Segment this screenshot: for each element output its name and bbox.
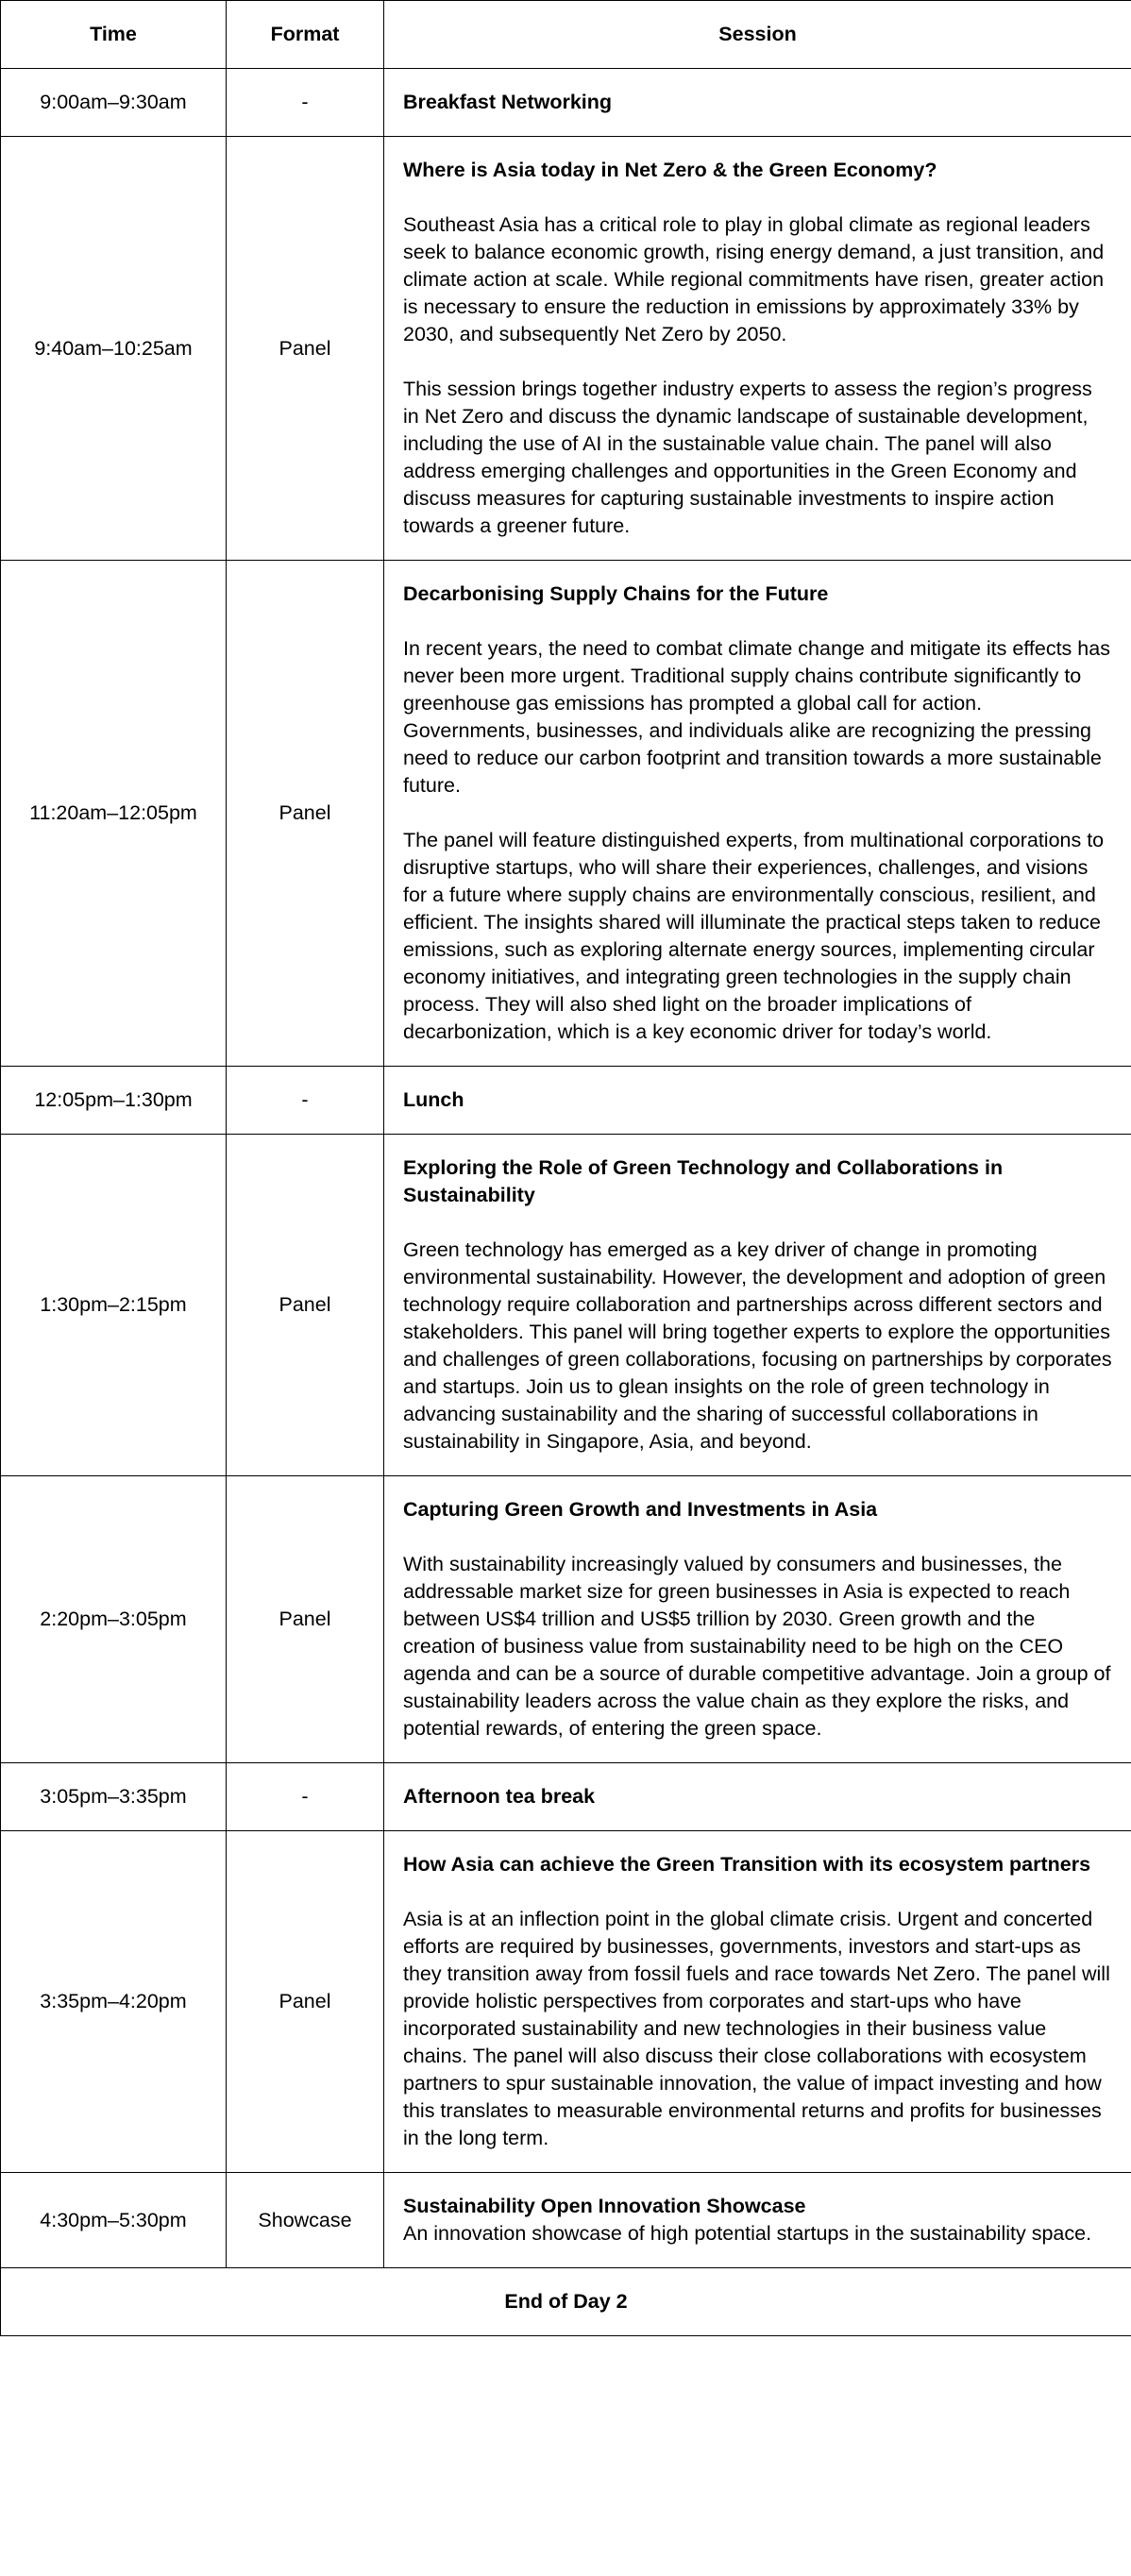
session-description: This session brings together industry experts to assess the region’s progress in Net Zero and discuss the dynamic landscape of sustainable development, including the use of AI in the sustainable value chain. The panel will also address emerging challenges and opportunities in the Green Economy and discuss measures for capturing sustainable investments to inspire action towards a greener future. xyxy=(403,378,1092,537)
session-time: 3:05pm–3:35pm xyxy=(1,1763,227,1831)
agenda-row xyxy=(1,137,1131,561)
agenda-body xyxy=(1,69,1131,2268)
session-description: In recent years, the need to combat climate change and mitigate its effects has never been more urgent. Traditional supply chains contribute significantly to greenhouse gas emissions has prompted a global call for action. Governments, businesses, and individuals alike are recognizing the pressing need to reduce our carbon footprint and transition towards a more sustainable future. xyxy=(403,637,1110,797)
session-description: Green technology has emerged as a key driver of change in promoting environmental sustainability. However, the development and adoption of green technology require collaboration and partnerships across different sectors and stakeholders. This panel will bring together experts to explore the opportunities and challenges of green collaborations, focusing on partnerships by corporates and startups. Join us to glean insights on the role of green technology in advancing sustainability and the sharing of successful collaborations in sustainability in Singapore, Asia, and beyond. xyxy=(403,1238,1112,1453)
session-title: Sustainability Open Innovation Showcase xyxy=(403,2195,806,2217)
session-details xyxy=(384,1831,1131,2173)
session-format: - xyxy=(227,69,384,137)
end-of-day-label: End of Day 2 xyxy=(1,2268,1131,2336)
session-details xyxy=(384,2173,1131,2268)
header-row xyxy=(1,1,1131,69)
session-title: Exploring the Role of Green Technology and Collaborations in Sustainability xyxy=(403,1156,1004,1206)
session-format: Panel xyxy=(227,137,384,561)
footer-row xyxy=(1,2268,1131,2336)
session-time: 11:20am–12:05pm xyxy=(1,561,227,1067)
session-title: Afternoon tea break xyxy=(403,1785,596,1808)
session-title: Lunch xyxy=(403,1088,464,1111)
header-time: Time xyxy=(1,1,227,69)
session-format: Panel xyxy=(227,1476,384,1763)
session-details xyxy=(384,1476,1131,1763)
session-time: 3:35pm–4:20pm xyxy=(1,1831,227,2173)
agenda-row xyxy=(1,1763,1131,1831)
session-details xyxy=(384,1067,1131,1135)
session-title: Decarbonising Supply Chains for the Future xyxy=(403,582,829,605)
header-session: Session xyxy=(384,1,1131,69)
session-format: Panel xyxy=(227,561,384,1067)
header-format: Format xyxy=(227,1,384,69)
session-details xyxy=(384,137,1131,561)
session-format: - xyxy=(227,1067,384,1135)
session-description: With sustainability increasingly valued by consumers and businesses, the addressable market size for green businesses in Asia is expected to reach between US$4 trillion and US$5 trillion by 2030. Green growth and the creation of business value from sustainability need to be high on the CEO agenda and can be a source of durable competitive advantage. Join a group of sustainability leaders across the value chain as they explore the risks, and potential rewards, of entering the green space. xyxy=(403,1553,1111,1740)
agenda-row xyxy=(1,1476,1131,1763)
agenda-row xyxy=(1,1831,1131,2173)
session-details xyxy=(384,69,1131,137)
session-title: Breakfast Networking xyxy=(403,91,613,113)
agenda-row xyxy=(1,69,1131,137)
session-time: 9:40am–10:25am xyxy=(1,137,227,561)
session-details xyxy=(384,1763,1131,1831)
session-format: Panel xyxy=(227,1831,384,2173)
session-details xyxy=(384,561,1131,1067)
session-title: Where is Asia today in Net Zero & the Green Economy? xyxy=(403,159,937,181)
session-time: 9:00am–9:30am xyxy=(1,69,227,137)
session-time: 12:05pm–1:30pm xyxy=(1,1067,227,1135)
session-format: - xyxy=(227,1763,384,1831)
agenda-row xyxy=(1,561,1131,1067)
session-format: Panel xyxy=(227,1135,384,1476)
session-description: The panel will feature distinguished experts, from multinational corporations to disruptive startups, who will share their experiences, challenges, and visions for a future where supply chains are environmentally conscious, resilient, and efficient. The insights shared will illuminate the practical steps taken to reduce emissions, such as exploring alternate energy sources, implementing circular economy initiatives, and integrating green technologies in the supply chain process. They will also shed light on the broader implications of decarbonization, which is a key economic driver for today’s world. xyxy=(403,829,1105,1043)
session-title: How Asia can achieve the Green Transition with its ecosystem partners xyxy=(403,1853,1091,1876)
session-description: Southeast Asia has a critical role to play in global climate as regional leaders seek to balance economic growth, rising energy demand, a just transition, and climate action at scale. While regional commitments have risen, greater action is necessary to ensure the reduction in emissions by approximately 33% by 2030, and subsequently Net Zero by 2050. xyxy=(403,213,1105,345)
agenda-row xyxy=(1,1135,1131,1476)
session-title: Capturing Green Growth and Investments in Asia xyxy=(403,1498,878,1521)
session-time: 1:30pm–2:15pm xyxy=(1,1135,227,1476)
agenda-row xyxy=(1,2173,1131,2268)
session-description: Asia is at an inflection point in the global climate crisis. Urgent and concerted efforts are required by businesses, governments, investors and start-ups as they transition away from fossil fuels and race towards Net Zero. The panel will provide holistic perspectives from corporates and start-ups who have incorporated sustainability and new technologies in their business value chains. The panel will also discuss their close collaborations with ecosystem partners to spur sustainable innovation, the value of impact investing and how this translates to measurable environmental returns and profits for businesses in the long term. xyxy=(403,1908,1110,2149)
session-time: 4:30pm–5:30pm xyxy=(1,2173,227,2268)
session-time: 2:20pm–3:05pm xyxy=(1,1476,227,1763)
session-format: Showcase xyxy=(227,2173,384,2268)
session-details xyxy=(384,1135,1131,1476)
agenda-row xyxy=(1,1067,1131,1135)
session-description: An innovation showcase of high potential startups in the sustainability space. xyxy=(403,2222,1092,2245)
